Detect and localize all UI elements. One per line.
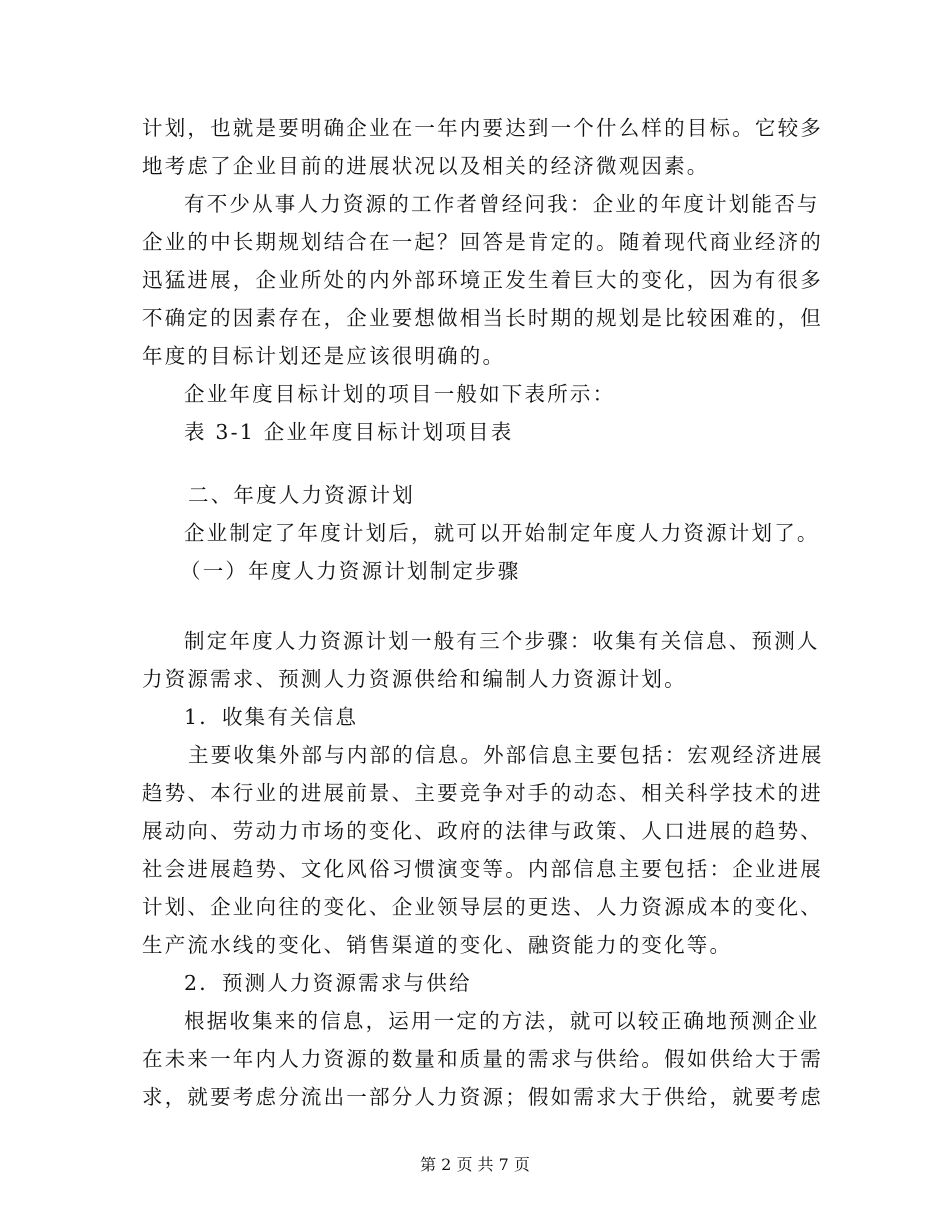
body-line: 趋势、本行业的进展前景、主要竞争对手的动态、相关科学技术的进 <box>142 781 823 805</box>
body-line: 企业的中长期规划结合在一起？回答是肯定的。随着现代商业经济的 <box>142 230 823 254</box>
body-line: 地考虑了企业目前的进展状况以及相关的经济微观因素。 <box>142 154 710 178</box>
body-line: 计划、企业向往的变化、企业领导层的更迭、人力资源成本的变化、 <box>142 895 823 919</box>
section-heading: 二、年度人力资源计划 <box>188 483 415 507</box>
body-line: 年度的目标计划还是应该很明确的。 <box>142 344 506 368</box>
body-line: 迅猛进展，企业所处的内外部环境正发生着巨大的变化，因为有很多 <box>142 268 823 292</box>
body-line: 根据收集来的信息，运用一定的方法，就可以较正确地预测企业 <box>184 1009 820 1033</box>
body-line: 展动向、劳动力市场的变化、政府的法律与政策、人口进展的趋势、 <box>142 819 823 843</box>
body-line: 企业制定了年度计划后，就可以开始制定年度人力资源计划了。 <box>184 521 820 545</box>
numbered-heading: 1．收集有关信息 <box>184 705 359 729</box>
body-line: 在未来一年内人力资源的数量和质量的需求与供给。假如供给大于需 <box>142 1047 823 1071</box>
subsection-heading: （一）年度人力资源计划制定步骤 <box>180 559 521 583</box>
body-line: 有不少从事人力资源的工作者曾经问我：企业的年度计划能否与 <box>184 192 820 216</box>
body-line: 制定年度人力资源计划一般有三个步骤：收集有关信息、预测人 <box>184 629 820 653</box>
table-caption: 表 3-1 企业年度目标计划项目表 <box>184 420 514 444</box>
body-line: 社会进展趋势、文化风俗习惯演变等。内部信息主要包括：企业进展 <box>142 857 823 881</box>
body-line: 求，就要考虑分流出一部分人力资源；假如需求大于供给，就要考虑 <box>142 1085 823 1109</box>
body-line: 不确定的因素存在，企业要想做相当长时期的规划是比较困难的，但 <box>142 306 823 330</box>
body-line: 计划，也就是要明确企业在一年内要达到一个什么样的目标。它较多 <box>142 116 823 140</box>
body-line: 力资源需求、预测人力资源供给和编制人力资源计划。 <box>142 667 687 691</box>
body-line: 主要收集外部与内部的信息。外部信息主要包括：宏观经济进展 <box>188 743 824 767</box>
body-line: 企业年度目标计划的项目一般如下表所示： <box>184 382 616 406</box>
numbered-heading: 2．预测人力资源需求与供给 <box>184 971 472 995</box>
page-footer: 第 2 页 共 7 页 <box>420 1155 530 1174</box>
body-line: 生产流水线的变化、销售渠道的变化、融资能力的变化等。 <box>142 933 733 957</box>
